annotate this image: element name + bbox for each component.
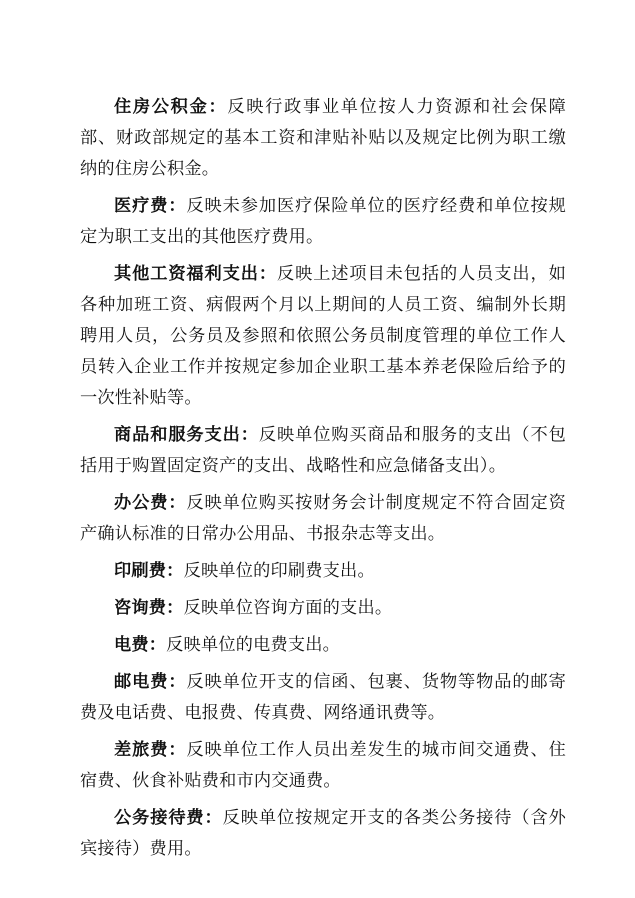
entry-text: 反映单位咨询方面的支出。 bbox=[183, 598, 393, 618]
entry-electricity-expense bbox=[80, 630, 566, 661]
entry-text: 反映未参加医疗保险单位的医疗经费和单位按规定为职工支出的其他医疗费用。 bbox=[80, 196, 566, 247]
entry-housing-fund bbox=[80, 92, 566, 185]
entry-text: 反映单位按规定开支的各类公务接待（含外宾接待）费用。 bbox=[80, 808, 566, 859]
entry-other-wage-welfare bbox=[80, 259, 566, 414]
entry-office-expense bbox=[80, 488, 566, 550]
entry-term: 办公费： bbox=[114, 493, 187, 513]
entry-text: 反映单位购买按财务会计制度规定不符合固定资产确认标准的日常办公用品、书报杂志等支出。 bbox=[80, 493, 566, 544]
entry-goods-services bbox=[80, 420, 566, 482]
entry-term: 住房公积金： bbox=[114, 97, 228, 117]
entry-term: 商品和服务支出： bbox=[114, 425, 259, 445]
entry-term: 咨询费： bbox=[114, 598, 184, 618]
entry-term: 印刷费： bbox=[114, 561, 184, 581]
entry-term: 电费： bbox=[114, 635, 167, 655]
entry-text: 反映上述项目未包括的人员支出，如各种加班工资、病假两个月以上期间的人员工资、编制外长期聘用人员，公务员及参照和依照公务员制度管理的单位工作人员转入企业工作并按规定参加企业职工基本养老保险后给予的一次性补贴等。 bbox=[80, 264, 566, 408]
definition-list bbox=[80, 92, 566, 871]
entry-text: 反映单位的印刷费支出。 bbox=[183, 561, 375, 581]
entry-text: 反映单位开支的信函、包裹、货物等物品的邮寄费及电话费、电报费、传真费、网络通讯费等。 bbox=[80, 672, 566, 723]
entry-term: 公务接待费： bbox=[114, 808, 223, 828]
entry-text: 反映单位的电费支出。 bbox=[166, 635, 341, 655]
entry-consulting-expense bbox=[80, 593, 566, 624]
entry-official-reception bbox=[80, 803, 566, 865]
entry-term: 医疗费： bbox=[114, 196, 187, 216]
entry-printing-expense bbox=[80, 556, 566, 587]
entry-text: 反映单位购买商品和服务的支出（不包括用于购置固定资产的支出、战略性和应急储备支出）。 bbox=[80, 425, 566, 476]
entry-postal-telecom bbox=[80, 667, 566, 729]
entry-term: 其他工资福利支出： bbox=[114, 264, 277, 284]
entry-text: 反映行政事业单位按人力资源和社会保障部、财政部规定的基本工资和津贴补贴以及规定比例为职工缴纳的住房公积金。 bbox=[80, 97, 566, 179]
entry-text: 反映单位工作人员出差发生的城市间交通费、住宿费、伙食补贴费和市内交通费。 bbox=[80, 740, 566, 791]
entry-travel-expense bbox=[80, 735, 566, 797]
entry-term: 差旅费： bbox=[114, 740, 187, 760]
entry-medical-expense bbox=[80, 191, 566, 253]
entry-term: 邮电费： bbox=[114, 672, 187, 692]
